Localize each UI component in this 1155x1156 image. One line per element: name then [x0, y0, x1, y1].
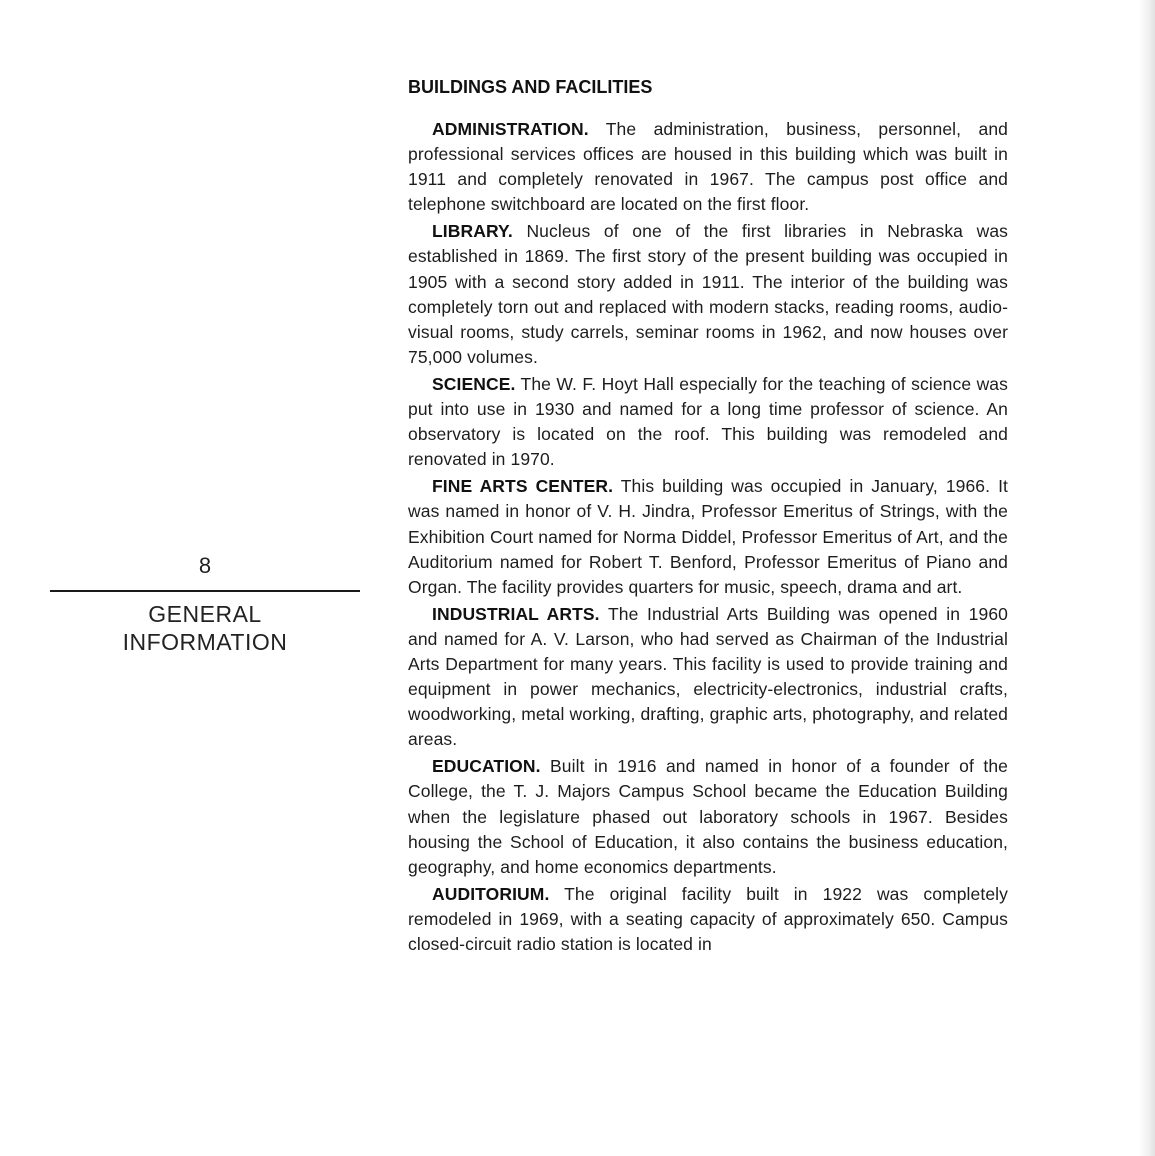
entry-text: Built in 1916 and named in honor of a founder of the College, the T. J. Majors Campus School became the Education Building when the legislature phased out laboratory schools in 1967. Besides housing the School of Education, it also contains the business education, geography, and home economics departments. — [408, 756, 1008, 877]
section-title: BUILDINGS AND FACILITIES — [408, 77, 653, 97]
entry-administration — [408, 117, 1008, 217]
entry-science — [408, 372, 1008, 472]
entry-heading: LIBRARY. — [432, 221, 513, 242]
entry-heading: INDUSTRIAL ARTS. — [432, 603, 600, 624]
section-label-line2: INFORMATION — [122, 629, 288, 655]
entry-text: The Industrial Arts Building was opened in 1960 and named for A. V. Larson, who had served as Chairman of the Industrial Arts Department for many years. This facility is used to provide training and equipment in power mechanics, electricity-electronics, industrial crafts, woodworking, metal working, drafting, graphic arts, photography, and related areas. — [408, 603, 1008, 750]
entry-auditorium — [408, 882, 1008, 957]
entry-heading: AUDITORIUM. — [432, 883, 550, 904]
entry-text: The administration, business, personnel, and professional services offices are housed in this building which was built in 1911 and completely renovated in 1967. The campus post office and telephone switchboard are located on the first floor. — [408, 119, 1008, 215]
entry-industrial-arts — [408, 602, 1008, 753]
entry-heading: SCIENCE. — [432, 373, 516, 394]
page-number: 8 — [198, 553, 212, 578]
entry-text: The W. F. Hoyt Hall especially for the teaching of science was put into use in 1930 and named for a long time professor of science. An observatory is located on the roof. This building was remodeled and renovated in 1970. — [408, 373, 1008, 470]
entry-heading: EDUCATION. — [432, 756, 541, 777]
entry-heading: ADMINISTRATION. — [432, 119, 589, 139]
main-content — [408, 75, 1008, 959]
entry-text: This building was occupied in January, 1966. It was named in honor of V. H. Jindra, Professor Emeritus of Strings, with the Exhibition Court named for Norma Diddel, Professor Emeritus of Art, and the Auditorium named for Robert T. Benford, Professor Emeritus of Piano and Organ. The facility provides quarters for music, speech, drama and art. — [408, 476, 1008, 597]
entry-text: Nucleus of one of the first libraries in Nebraska was established in 1869. The first story of the present building was occupied in 1905 with a second story added in 1911. The interior of the building was completely torn out and replaced with modern stacks, reading rooms, audio-visual rooms, study carrels, seminar rooms in 1962, and now houses over 75,000 volumes. — [408, 221, 1008, 367]
page-edge-shadow — [1139, 0, 1155, 1156]
margin-block — [50, 552, 360, 656]
entry-library — [408, 219, 1008, 370]
entry-heading: FINE ARTS CENTER. — [432, 476, 614, 497]
section-label-line1: GENERAL — [148, 601, 262, 627]
margin-divider — [50, 590, 360, 592]
entry-fine-arts-center — [408, 474, 1008, 599]
entry-education — [408, 754, 1008, 879]
entry-text: The original facility built in 1922 was completely remodeled in 1969, with a seating capacity of approximately 650. Campus closed-circuit radio station is located in — [408, 883, 1008, 954]
